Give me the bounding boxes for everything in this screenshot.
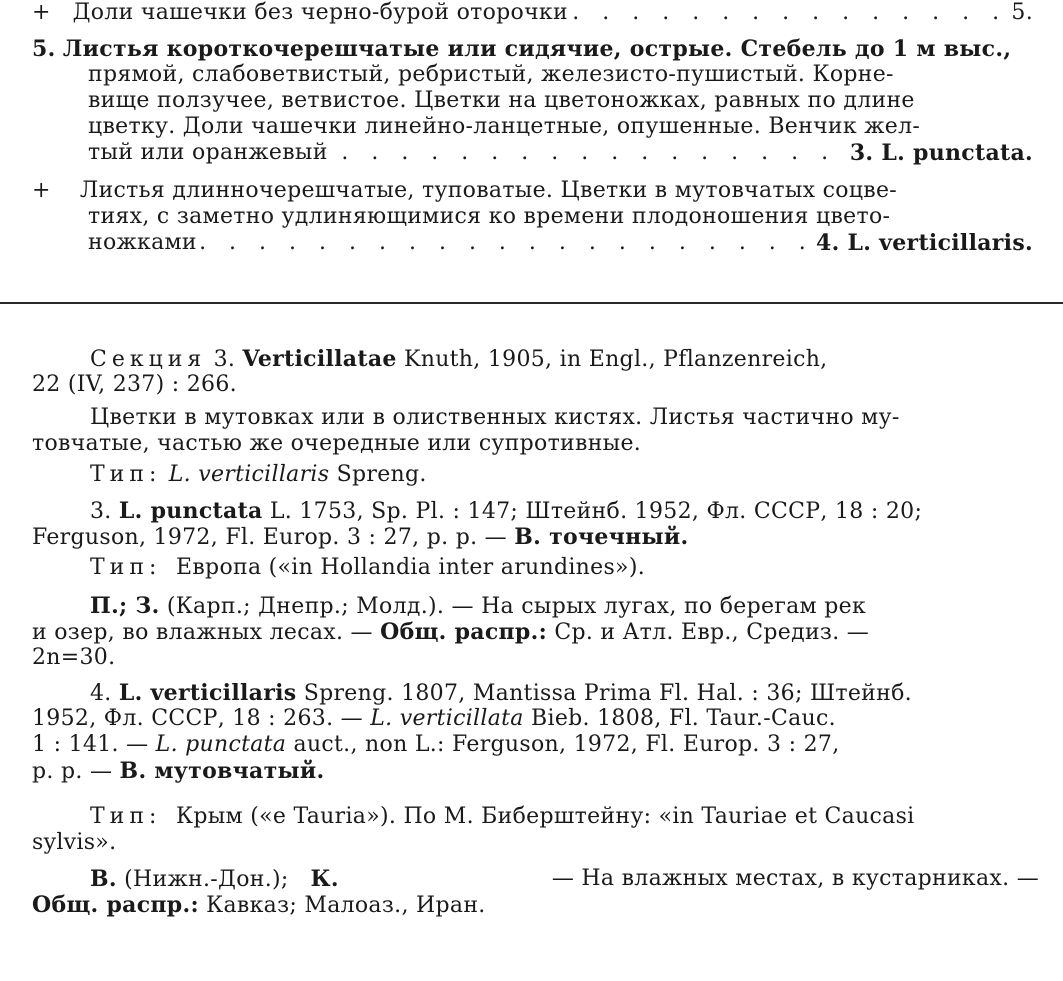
key-line-8: тиях, с заметно удлиняющимися ко времени плодоношения цвето- bbox=[88, 204, 891, 229]
species-common-name: В. мутовчатый. bbox=[119, 758, 325, 784]
section-name: Verticillatae bbox=[242, 346, 397, 372]
type-locality: Крым («e Tauria»). По М. Биберштейну: «in Tauriae et Caucasi bbox=[176, 804, 915, 829]
synonym: L. punctata bbox=[155, 732, 287, 757]
general-distribution-label: Общ. распр.: bbox=[32, 892, 199, 918]
section-citation-cont: 22 (IV, 237) : 266. bbox=[32, 372, 237, 397]
region-detail: (Нижн.-Дон.); bbox=[124, 867, 289, 892]
section-label: Секция bbox=[90, 347, 207, 372]
leader-dots: . . . . . . . . . . . . . . . bbox=[572, 0, 1008, 25]
key-line-6 bbox=[88, 140, 1033, 166]
type-label: Тип: bbox=[90, 804, 162, 829]
section-number: 3. bbox=[213, 347, 236, 372]
region-codes: К. bbox=[310, 866, 339, 892]
distribution bbox=[90, 593, 1039, 620]
distribution-cont bbox=[32, 892, 1039, 919]
key-ref: 4. L. verticillaris. bbox=[815, 230, 1033, 256]
region-codes: П.; З. bbox=[90, 593, 160, 619]
species-entry bbox=[90, 498, 1039, 525]
section-heading bbox=[90, 346, 1039, 373]
section-description-cont: товчатые, частью же очередные или супротивные. bbox=[32, 431, 642, 456]
type-locality-cont: sylvis». bbox=[32, 830, 117, 855]
species-citation: p. p. — bbox=[32, 759, 113, 784]
key-line-1 bbox=[32, 0, 1033, 26]
key-ref: 5. bbox=[1011, 0, 1033, 25]
species-common-name: В. точечный. bbox=[514, 524, 689, 550]
key-text: Листья длинночерешчатые, туповатые. Цветки в мутовчатых соцве- bbox=[79, 178, 898, 203]
species-citation: Ferguson, 1972, Fl. Europ. 3 : 27, p. p. — bbox=[32, 525, 507, 550]
type-author: Spreng. bbox=[336, 462, 427, 487]
chromosome-number: 2n=30. bbox=[32, 645, 116, 670]
species-citation-cont bbox=[32, 706, 1039, 732]
species-entry bbox=[90, 680, 1039, 707]
general-distribution: Ср. и Атл. Евр., Средиз. — bbox=[554, 620, 870, 645]
section-divider bbox=[0, 302, 1063, 304]
key-marker: 5. bbox=[32, 36, 56, 62]
key-text: Листья короткочерешчатые или сидячие, острые. Стебель до 1 м выс., bbox=[62, 36, 1012, 62]
species-name: L. punctata bbox=[118, 498, 263, 524]
key-line-7 bbox=[32, 178, 1033, 204]
key-text: тый или оранжевый bbox=[88, 140, 328, 165]
type-label: Тип: bbox=[90, 555, 162, 580]
section-citation: Knuth, 1905, in Engl., Pflanzenreich, bbox=[403, 347, 828, 372]
type-locality: Европа («in Hollandia inter arundines»). bbox=[176, 555, 645, 580]
species-number: 4. bbox=[90, 681, 112, 706]
habitat: (Карп.; Днепр.; Молд.). — На сырых лугах, по берегам рек bbox=[166, 594, 867, 619]
species-citation: Spreng. 1807, Mantissa Prima Fl. Hal. : 36; Штейнб. bbox=[303, 681, 912, 706]
key-line-4: вище ползучее, ветвистое. Цветки на цветоножках, равных по длине bbox=[88, 88, 915, 113]
key-ref: 3. L. punctata. bbox=[849, 140, 1033, 166]
leader-dots: . . . . . . . . . . . . . . . . . . . . . bbox=[199, 230, 814, 255]
leader-dots: . . . . . . . . . . . . . . . . . bbox=[341, 140, 837, 165]
key-line-5: цветку. Доли чашечки линейно-ланцетные, опушенные. Венчик жел- bbox=[88, 114, 921, 139]
key-line-9 bbox=[88, 230, 1033, 256]
synonym: L. verticillata bbox=[370, 706, 524, 731]
type-line bbox=[90, 462, 1039, 488]
species-citation: 1 : 141. — bbox=[32, 732, 149, 757]
species-citation: L. 1753, Sp. Pl. : 147; Штейнб. 1952, Фл. СССР, 18 : 20; bbox=[269, 499, 923, 524]
section-description: Цветки в мутовках или в олиственных кистях. Листья частично му- bbox=[90, 405, 900, 430]
general-distribution: Кавказ; Малоаз., Иран. bbox=[206, 893, 486, 918]
type-line bbox=[90, 804, 1039, 830]
key-marker: + bbox=[32, 178, 51, 203]
species-name: L. verticillaris bbox=[118, 680, 297, 706]
region-codes: В. bbox=[90, 866, 117, 892]
type-label: Тип: bbox=[90, 462, 162, 487]
type-species: L. verticillaris bbox=[168, 462, 330, 487]
type-line bbox=[90, 555, 1039, 581]
key-text: Доли чашечки без черно-бурой оторочки bbox=[72, 0, 568, 25]
species-citation: 1952, Фл. СССР, 18 : 263. — bbox=[32, 706, 363, 731]
distribution-cont bbox=[32, 619, 1039, 646]
species-number: 3. bbox=[90, 499, 112, 524]
habitat: и озер, во влажных лесах. — bbox=[32, 620, 373, 645]
key-marker: + bbox=[32, 0, 51, 25]
synonym-citation: Bieb. 1808, Fl. Taur.-Cauc. bbox=[531, 706, 836, 731]
distribution bbox=[90, 866, 1039, 893]
key-line-2 bbox=[32, 36, 1033, 63]
general-distribution-label: Общ. распр.: bbox=[380, 619, 548, 645]
species-citation-cont bbox=[32, 732, 1039, 758]
synonym-citation: auct., non L.: Ferguson, 1972, Fl. Europ. 3 : 27, bbox=[293, 732, 840, 757]
species-citation-cont bbox=[32, 758, 1039, 785]
habitat: — На влажных местах, в кустарниках. — bbox=[551, 866, 1039, 891]
key-text: ножками bbox=[88, 230, 197, 255]
species-citation-cont bbox=[32, 524, 1039, 551]
key-line-3: прямой, слабоветвистый, ребристый, железисто-пушистый. Корне- bbox=[88, 62, 894, 87]
